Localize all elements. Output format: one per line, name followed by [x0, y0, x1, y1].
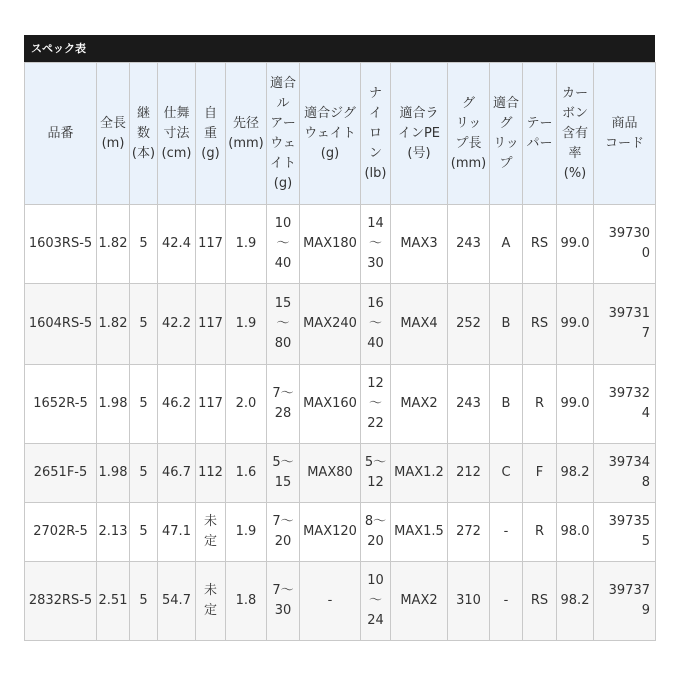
cell-nylon: 10 〜 24 [361, 562, 391, 641]
cell-nylon: 16 〜 40 [361, 284, 391, 365]
cell-grip-type: B [490, 284, 523, 365]
cell-nylon: 5〜 12 [361, 444, 391, 503]
header-grip-length: グ リッ プ長 (mm) [448, 63, 490, 205]
header-nylon: ナ イ ロ ン (lb) [361, 63, 391, 205]
cell-length: 2.13 [97, 503, 130, 562]
header-pe-line: 適合ラ インPE (号) [391, 63, 448, 205]
cell-model: 2702R-5 [25, 503, 97, 562]
cell-weight: 117 [196, 365, 226, 444]
cell-carbon-content: 99.0 [557, 205, 594, 284]
cell-tip-diameter: 2.0 [226, 365, 267, 444]
cell-taper: RS [523, 562, 557, 641]
cell-lure-weight: 5〜 15 [267, 444, 300, 503]
table-row [25, 503, 656, 562]
cell-grip-length: 243 [448, 205, 490, 284]
cell-lure-weight: 15 〜 80 [267, 284, 300, 365]
cell-pe-line: MAX2 [391, 562, 448, 641]
cell-nylon: 8〜 20 [361, 503, 391, 562]
cell-pe-line: MAX4 [391, 284, 448, 365]
header-model: 品番 [25, 63, 97, 205]
header-closed-length: 仕舞 寸法 (cm) [158, 63, 196, 205]
cell-nylon: 14 〜 30 [361, 205, 391, 284]
cell-length: 1.82 [97, 205, 130, 284]
cell-product-code: 39731 7 [594, 284, 656, 365]
cell-carbon-content: 99.0 [557, 365, 594, 444]
table-row [25, 205, 656, 284]
cell-length: 1.98 [97, 365, 130, 444]
table-row [25, 365, 656, 444]
cell-model: 1604RS-5 [25, 284, 97, 365]
cell-sections: 5 [130, 444, 158, 503]
cell-lure-weight: 7〜 20 [267, 503, 300, 562]
cell-tip-diameter: 1.9 [226, 205, 267, 284]
cell-lure-weight: 10 〜 40 [267, 205, 300, 284]
cell-pe-line: MAX2 [391, 365, 448, 444]
cell-length: 2.51 [97, 562, 130, 641]
cell-sections: 5 [130, 503, 158, 562]
cell-length: 1.98 [97, 444, 130, 503]
cell-closed-length: 42.4 [158, 205, 196, 284]
cell-closed-length: 47.1 [158, 503, 196, 562]
header-grip-type: 適合 グ リッ プ [490, 63, 523, 205]
cell-sections: 5 [130, 562, 158, 641]
cell-grip-type: C [490, 444, 523, 503]
header-carbon-content: カー ボン 含有 率 (%) [557, 63, 594, 205]
cell-model: 1652R-5 [25, 365, 97, 444]
table-row [25, 284, 656, 365]
cell-product-code: 39732 4 [594, 365, 656, 444]
header-jig-weight: 適合ジグ ウェイト (g) [300, 63, 361, 205]
cell-tip-diameter: 1.9 [226, 284, 267, 365]
cell-grip-length: 272 [448, 503, 490, 562]
cell-grip-type: - [490, 562, 523, 641]
cell-weight: 112 [196, 444, 226, 503]
cell-product-code: 39734 8 [594, 444, 656, 503]
cell-grip-type: - [490, 503, 523, 562]
cell-jig-weight: MAX120 [300, 503, 361, 562]
cell-taper: F [523, 444, 557, 503]
cell-jig-weight: MAX160 [300, 365, 361, 444]
cell-pe-line: MAX1.5 [391, 503, 448, 562]
cell-weight: 117 [196, 205, 226, 284]
cell-nylon: 12 〜 22 [361, 365, 391, 444]
cell-closed-length: 42.2 [158, 284, 196, 365]
cell-weight: 未 定 [196, 562, 226, 641]
cell-taper: RS [523, 284, 557, 365]
header-lure-weight: 適合 ル アー ウェ イト (g) [267, 63, 300, 205]
cell-length: 1.82 [97, 284, 130, 365]
spec-table-title: スペック表 [24, 35, 655, 62]
cell-tip-diameter: 1.6 [226, 444, 267, 503]
cell-model: 1603RS-5 [25, 205, 97, 284]
cell-model: 2832RS-5 [25, 562, 97, 641]
header-row [25, 63, 656, 205]
spec-table-panel [24, 35, 655, 641]
cell-model: 2651F-5 [25, 444, 97, 503]
cell-taper: R [523, 503, 557, 562]
cell-sections: 5 [130, 284, 158, 365]
table-row [25, 444, 656, 503]
cell-grip-length: 212 [448, 444, 490, 503]
cell-weight: 未 定 [196, 503, 226, 562]
cell-pe-line: MAX1.2 [391, 444, 448, 503]
cell-lure-weight: 7〜 28 [267, 365, 300, 444]
header-taper: テー パー [523, 63, 557, 205]
spec-table [24, 62, 656, 641]
cell-grip-length: 252 [448, 284, 490, 365]
cell-carbon-content: 98.2 [557, 562, 594, 641]
cell-jig-weight: MAX180 [300, 205, 361, 284]
header-product-code: 商品 コード [594, 63, 656, 205]
header-sections: 継 数 (本) [130, 63, 158, 205]
cell-jig-weight: MAX80 [300, 444, 361, 503]
cell-grip-length: 243 [448, 365, 490, 444]
cell-sections: 5 [130, 365, 158, 444]
cell-closed-length: 54.7 [158, 562, 196, 641]
cell-closed-length: 46.7 [158, 444, 196, 503]
header-weight: 自 重 (g) [196, 63, 226, 205]
cell-grip-type: A [490, 205, 523, 284]
cell-pe-line: MAX3 [391, 205, 448, 284]
cell-jig-weight: - [300, 562, 361, 641]
cell-weight: 117 [196, 284, 226, 365]
cell-tip-diameter: 1.8 [226, 562, 267, 641]
cell-taper: RS [523, 205, 557, 284]
cell-grip-type: B [490, 365, 523, 444]
header-tip-diameter: 先径 (mm) [226, 63, 267, 205]
cell-jig-weight: MAX240 [300, 284, 361, 365]
cell-product-code: 39735 5 [594, 503, 656, 562]
table-row [25, 562, 656, 641]
cell-product-code: 39730 0 [594, 205, 656, 284]
cell-taper: R [523, 365, 557, 444]
cell-tip-diameter: 1.9 [226, 503, 267, 562]
header-length: 全長 (m) [97, 63, 130, 205]
cell-carbon-content: 98.2 [557, 444, 594, 503]
cell-grip-length: 310 [448, 562, 490, 641]
cell-sections: 5 [130, 205, 158, 284]
cell-carbon-content: 99.0 [557, 284, 594, 365]
cell-carbon-content: 98.0 [557, 503, 594, 562]
cell-lure-weight: 7〜 30 [267, 562, 300, 641]
cell-closed-length: 46.2 [158, 365, 196, 444]
cell-product-code: 39737 9 [594, 562, 656, 641]
